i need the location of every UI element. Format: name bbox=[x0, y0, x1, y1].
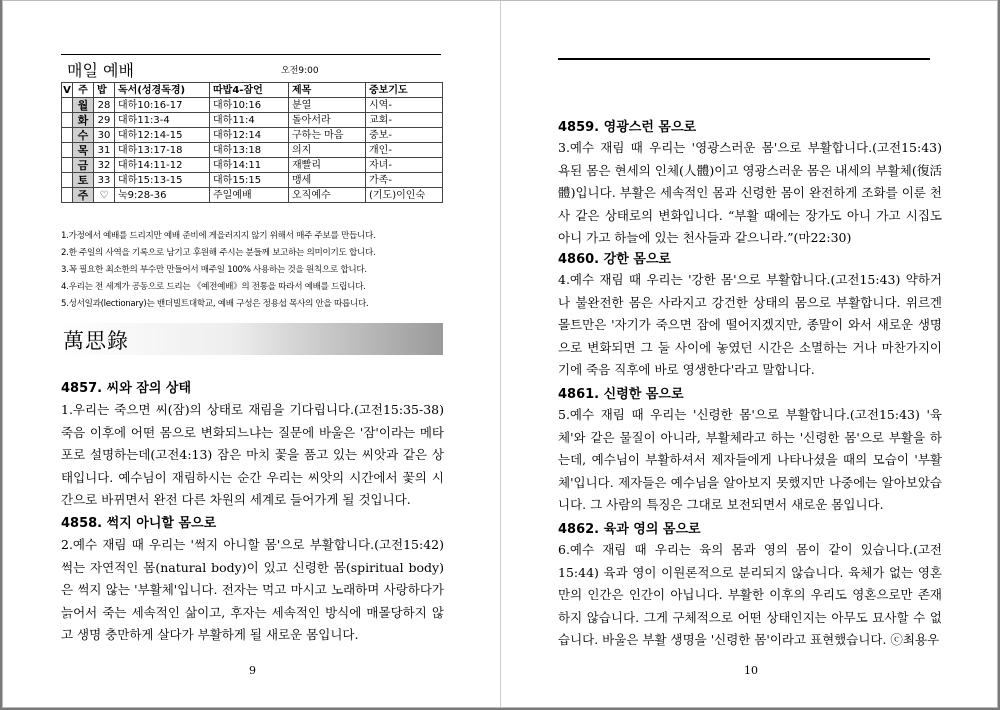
header-title: 제목 bbox=[289, 83, 366, 98]
entry-body: 6.예수 재림 때 우리는 육의 몸과 영의 몸이 같이 있습니다.(고전15:44) 육과 영이 이원론적으로 분리되지 않습니다. 육체가 없는 영혼만의 인간은 인간이 아닙니다. 부활한 이후의 우리도 영혼으로만 존재하지 않습니다. 그게 구체적으로 어떤 상태인지는 아무도 묘사할 수 없습니다. 바울은 부활 생명을 '신령한 몸'이라고 표현했습니다. ⓒ최용우 bbox=[558, 542, 942, 647]
table-row bbox=[62, 158, 443, 173]
proverbs-cell: 주일예배 bbox=[210, 188, 289, 203]
check-cell bbox=[62, 128, 73, 143]
reading-cell: 눅9:28-36 bbox=[115, 188, 210, 203]
day-cell: 토 bbox=[73, 173, 94, 188]
worship-notes bbox=[61, 228, 445, 313]
number-cell: 32 bbox=[94, 158, 115, 173]
proverbs-cell: 대하13:18 bbox=[210, 143, 289, 158]
table-row bbox=[62, 128, 443, 143]
check-cell bbox=[62, 173, 73, 188]
left-page bbox=[61, 1, 445, 709]
heart-icon: ♡ bbox=[94, 188, 115, 203]
entry-body: 4.예수 재림 때 우리는 '강한 몸'으로 부활합니다.(고전15:43) 약하거나 불완전한 몸은 사라지고 강건한 상태의 몸으로 부활합니다. 위르겐 몰트만은 '자기가 죽으면 잠에 떨어지겠지만, 종말이 와서 새로운 생명으로 변화되면 그 둘 사이에 놓였던 시간은 소멸하는 거나 마찬가지이기에 죽음 직후에 바로 영생한다'라고 말합니다. bbox=[558, 272, 942, 377]
day-cell: 화 bbox=[73, 113, 94, 128]
header-prayer: 중보기도 bbox=[366, 83, 443, 98]
section-banner bbox=[59, 323, 443, 355]
day-cell: 월 bbox=[73, 98, 94, 113]
prayer-cell: 시역- bbox=[366, 98, 443, 113]
entry-title: 4858. 썩지 아니할 몸으로 bbox=[61, 516, 217, 531]
entry-body: 3.예수 재림 때 우리는 '영광스러운 몸'으로 부활합니다.(고전15:43) 욕된 몸은 현세의 인체(人體)이고 영광스러운 몸은 내세의 부활체(復活體)입니다. 부활은 세속적인 몸과 신령한 몸이 완전하게 조화를 이룬 천사 같은 상태로의 변화입니다. “부활 때에는 장가도 아니 가고 시집도 아니 가고 하늘에 있는 천사들과 같으니라.”(마22:30) bbox=[558, 140, 942, 245]
header-rule bbox=[558, 58, 930, 60]
note-item: 5.성서일과(lectionary)는 밴더빌트대학교, 예배 구성은 정용섭 목사의 안을 따릅니다. bbox=[61, 299, 369, 309]
table-row bbox=[62, 113, 443, 128]
proverbs-cell: 대하10:16 bbox=[210, 98, 289, 113]
reading-cell: 대하11:3-4 bbox=[115, 113, 210, 128]
title-cell: 구하는 마음 bbox=[289, 128, 366, 143]
daily-worship-title: 매일 예배 bbox=[67, 61, 134, 80]
entry-title: 4860. 강한 몸으로 bbox=[558, 252, 671, 267]
table-row bbox=[62, 173, 443, 188]
header-day: 주 bbox=[73, 83, 94, 98]
reading-cell: 대하10:16-17 bbox=[115, 98, 210, 113]
proverbs-cell: 대하12:14 bbox=[210, 128, 289, 143]
section-title: 萬思錄 bbox=[63, 329, 129, 353]
number-cell: 28 bbox=[94, 98, 115, 113]
day-cell: 금 bbox=[73, 158, 94, 173]
header-reading: 독서(성경독경) bbox=[115, 83, 210, 98]
check-cell bbox=[62, 188, 73, 203]
number-cell: 30 bbox=[94, 128, 115, 143]
title-cell: 분열 bbox=[289, 98, 366, 113]
entry-title: 4859. 영광스런 몸으로 bbox=[558, 120, 697, 135]
title-cell: 의지 bbox=[289, 143, 366, 158]
day-cell: 주 bbox=[73, 188, 94, 203]
title-cell: 돌아서라 bbox=[289, 113, 366, 128]
prayer-cell: 가족- bbox=[366, 173, 443, 188]
page-number: 10 bbox=[744, 664, 758, 677]
header-number: 밥 bbox=[94, 83, 115, 98]
reading-cell: 대하15:13-15 bbox=[115, 173, 210, 188]
day-cell: 수 bbox=[73, 128, 94, 143]
note-item: 1.가정에서 예배를 드리지만 예배 준비에 게을러지지 않기 위해서 매주 주보를 만듭니다. bbox=[61, 231, 376, 241]
right-page bbox=[558, 1, 943, 709]
entry-body: 1.우리는 죽으면 씨(잠)의 상태로 재림을 기다립니다.(고전15:35-38) 죽음 이후에 어떤 몸으로 변화되느냐는 질문에 바울은 '잠'이라는 메타포로 설명하는데(고전4:13) 잠은 마치 꽃을 품고 있는 씨앗과 같은 상태입니다. 예수님이 재림하시는 순간 우리는 씨앗의 시간에서 꽃의 시간으로 바뀌면서 완전 다른 차원의 세계로 들어가게 될 것입니다. bbox=[61, 402, 444, 507]
entry-body: 2.예수 재림 때 우리는 '썩지 아니할 몸'으로 부활합니다.(고전15:42) 썩는 자연적인 몸(natural body)이 있고 신령한 몸(spiritual body)은 썩지 않는 '부활체'입니다. 전자는 먹고 마시고 노래하며 사랑하다가 늙어서 죽는 세속적인 삶이고, 후자는 세속적인 방식에 매몰당하지 않고 생명 충만하게 살다가 부활하게 될 새로운 몸입니다. bbox=[61, 537, 444, 642]
check-cell bbox=[62, 98, 73, 113]
check-cell bbox=[62, 113, 73, 128]
reading-cell: 대하12:14-15 bbox=[115, 128, 210, 143]
title-cell: 맹세 bbox=[289, 173, 366, 188]
note-item: 2.한 주일의 사역을 기록으로 남기고 후원해 주시는 분들께 보고하는 의미이기도 합니다. bbox=[61, 248, 376, 258]
note-item: 3.꼭 필요한 최소한의 부수만 만들어서 매주일 100% 사용하는 것을 원칙으로 합니다. bbox=[61, 265, 367, 275]
table-header-row bbox=[62, 83, 443, 98]
table-row bbox=[62, 188, 443, 203]
note-item: 4.우리는 전 세계가 공동으로 드리는 《예전예배》의 전통을 따라서 예배를 드립니다. bbox=[61, 282, 366, 292]
entry-body: 5.예수 재림 때 우리는 '신령한 몸'으로 부활합니다.(고전15:43) '육체'와 같은 물질이 아니라, 부활체라고 하는 '신령한 몸'으로 부활을 하는데, 예수님이 부활하셔서 제자들에게 나타나셨을 때의 모습이 '부활체'입니다. 제자들은 예수님을 알아보지 못했지만 나중에는 알아보았습니다. 그 사람의 특징은 그대로 보전되면서 새로운 몸입니다. bbox=[558, 407, 942, 512]
entry-title: 4857. 씨와 잠의 상태 bbox=[61, 381, 192, 396]
check-cell bbox=[62, 158, 73, 173]
number-cell: 31 bbox=[94, 143, 115, 158]
table-row bbox=[62, 143, 443, 158]
number-cell: 33 bbox=[94, 173, 115, 188]
header-proverbs: 따밥4-잠언 bbox=[210, 83, 289, 98]
entry-title: 4861. 신령한 몸으로 bbox=[558, 387, 684, 402]
page-number: 9 bbox=[249, 664, 256, 677]
header-check: V bbox=[63, 84, 71, 96]
title-cell: 오직예수 bbox=[289, 188, 366, 203]
prayer-cell: 교회- bbox=[366, 113, 443, 128]
daily-worship-table bbox=[61, 82, 443, 203]
reading-cell: 대하13:17-18 bbox=[115, 143, 210, 158]
proverbs-cell: 대하14:11 bbox=[210, 158, 289, 173]
prayer-cell: 중보- bbox=[366, 128, 443, 143]
worship-time: 오전9:00 bbox=[281, 66, 319, 76]
number-cell: 29 bbox=[94, 113, 115, 128]
book-spread bbox=[2, 0, 998, 708]
title-cell: 재빨리 bbox=[289, 158, 366, 173]
prayer-cell: 자녀- bbox=[366, 158, 443, 173]
daily-worship-header bbox=[61, 54, 441, 81]
proverbs-cell: 대하15:15 bbox=[210, 173, 289, 188]
prayer-cell: (기도)이인숙 bbox=[366, 188, 443, 203]
check-cell bbox=[62, 143, 73, 158]
proverbs-cell: 대하11:4 bbox=[210, 113, 289, 128]
table-row bbox=[62, 98, 443, 113]
day-cell: 목 bbox=[73, 143, 94, 158]
entry-title: 4862. 육과 영의 몸으로 bbox=[558, 522, 701, 537]
prayer-cell: 개인- bbox=[366, 143, 443, 158]
reading-cell: 대하14:11-12 bbox=[115, 158, 210, 173]
page-gutter bbox=[500, 1, 501, 707]
